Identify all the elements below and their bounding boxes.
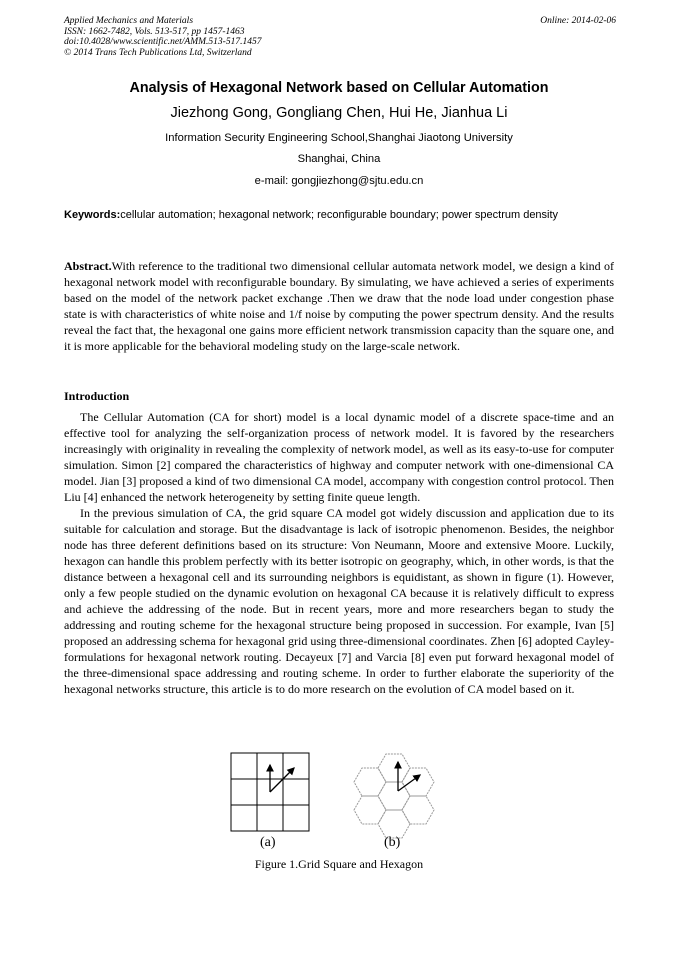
keywords-text: cellular automation; hexagonal network; reconfigurable boundary; power spectrum density [120, 209, 559, 221]
journal-name: Applied Mechanics and Materials [64, 16, 194, 26]
affiliation-school: Information Security Engineering School,Shanghai Jiaotong University [165, 132, 513, 144]
abstract [64, 258, 614, 354]
paper-authors: Jiezhong Gong, Gongliang Chen, Hui He, Jianhua Li [170, 105, 508, 121]
figure-1-diagram [0, 745, 678, 855]
figure-label-a: (a) [260, 835, 276, 850]
keywords [64, 208, 614, 223]
figure-caption: Figure 1.Grid Square and Hexagon [254, 857, 424, 871]
affiliation-email: e-mail: gongjiezhong@sjtu.edu.cn [254, 175, 424, 187]
introduction-heading: Introduction [64, 389, 130, 403]
journal-copyright: © 2014 Trans Tech Publications Ltd, Switzerland [64, 47, 252, 58]
online-date: Online: 2014-02-06 [540, 16, 616, 26]
hexagon-grid [354, 754, 434, 838]
abstract-text: With reference to the traditional two dimensional cellular automata network model, we design a kind of hexagonal network model with reconfigurable boundary. By simulating, we have achieved a series of experiments based on the model of the network packet exchange .Then we draw that the node load under congestion phase state is with characteristics of white noise and 1/f noise by computing the power spectrum density. And the results reveal the fact that, the hexagonal one gains more efficient network transmission capacity than the square one, and it is more applicable for the behavioral modeling study on the large-scale network. [64, 259, 614, 353]
affiliation-city: Shanghai, China [297, 153, 381, 165]
journal-header [64, 16, 616, 58]
paper-title: Analysis of Hexagonal Network based on Cellular Automation [129, 80, 549, 96]
abstract-label: Abstract. [64, 259, 112, 273]
introduction-body [64, 409, 614, 697]
figure-1 [0, 745, 678, 875]
keywords-label: Keywords: [64, 209, 121, 221]
figure-label-b: (b) [384, 835, 401, 850]
journal-doi: doi:10.4028/www.scientific.net/AMM.513-517.1457 [64, 37, 262, 48]
introduction-paragraph: The Cellular Automation (CA for short) model is a local dynamic model of a discrete space-time and an effective tool for analyzing the self-organization process of network model. It is favored by the researchers increasingly with originality in revealing the complexity of network model, as well as its easy-to-use for computer simulation. Simon [2] compared the characteristics of highway and computer network with one-dimensional CA model. Jian [3] proposed a kind of two dimensional CA model, accompany with congestion control protocol. Then Liu [4] enhanced the network heterogeneity by setting finite queue length. [64, 410, 615, 504]
journal-issn: ISSN: 1662-7482, Vols. 513-517, pp 1457-1463 [64, 26, 245, 37]
introduction-paragraph: In the previous simulation of CA, the grid square CA model got widely discussion and application due to its suitable for calculation and storage. But the disadvantage is lack of isotropic phenomenon. Besides, the neighbor node has three deferent definitions based on its structure: Von Neumann, Moore and extensive Moore. Luckily, hexagon can handle this problem perfectly with its better isotropic on geography, which, in other words, is that the distance between a hexagonal cell and its surrounding neighbors is equidistant, as shown in figure (1). However, only a few people studied on the dynamic evolution on hexagonal CA because it is relatively difficult to express and achieve the addressing of the node. But in recent years, more and more researchers began to study the addressing and routing scheme for the hexagonal structure being proposed in succession. For example, Ivan [5] proposed an addressing schema for hexagonal grid using three-dimensional coordinates. Zhen [6] adopted Cayley-formulations for hexagonal network routing. Decayeux [7] and Varcia [8] even put forward hexagonal model of the three-dimensional space addressing and routing scheme. In order to further elaborate the superiority of the hexagonal networks structure, this article is to do more research on the evolution of CA model based on it. [64, 506, 614, 696]
